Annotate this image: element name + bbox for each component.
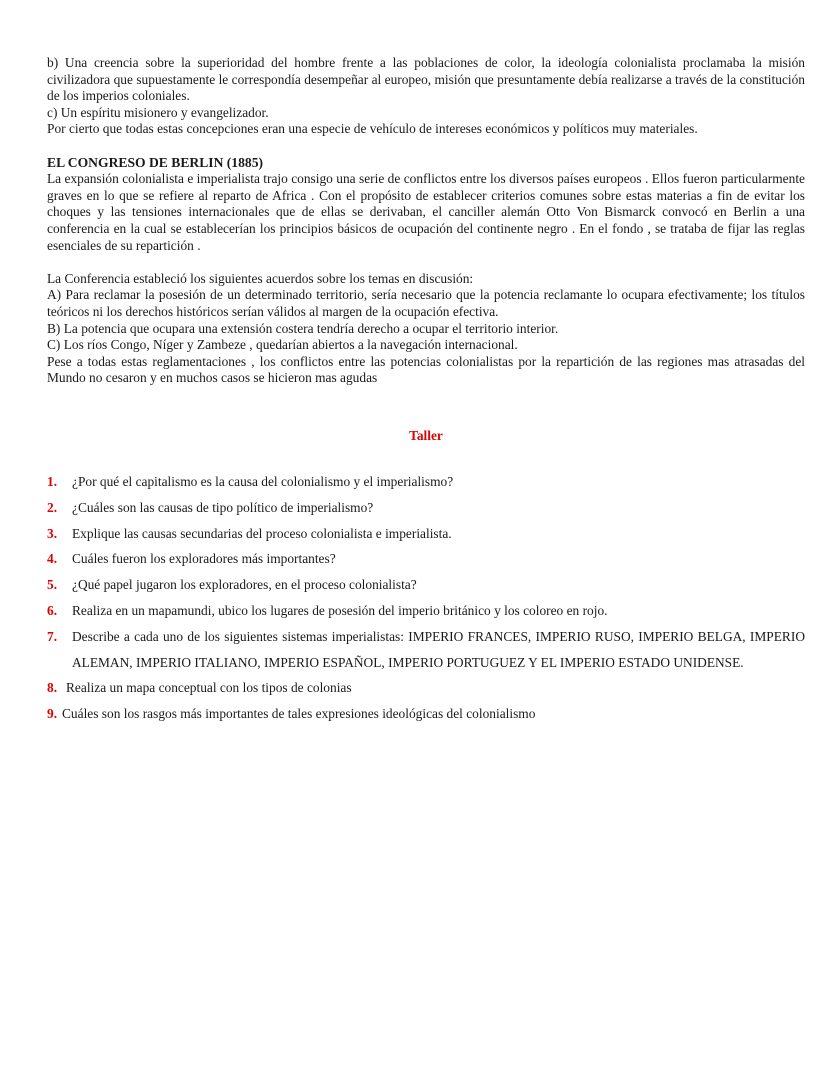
acuerdo-a: A) Para reclamar la posesión de un determinado territorio, sería necesario que la potencia reclamante lo ocupara efectivamente; los títulos teóricos ni los derechos históricos serían válidos al margen de la ocupación efectiva. [47, 287, 805, 319]
question-text: ¿Qué papel jugaron los exploradores, en el proceso colonialista? [72, 577, 417, 593]
acuerdos-intro: La Conferencia estableció los siguientes acuerdos sobre los temas en discusión: [47, 270, 474, 286]
question-text: Realiza un mapa conceptual con los tipos de colonias [66, 680, 352, 696]
taller-question-list [47, 469, 805, 727]
question-number: 8. [47, 680, 58, 696]
question-number: 2. [47, 499, 58, 515]
list-item [47, 546, 805, 572]
question-text: Explique las causas secundarias del proceso colonialista e imperialista. [72, 525, 452, 541]
intro-b-paragraph: b) Una creencia sobre la superioridad del hombre frente a las poblaciones de color, la ideología colonialista proclamaba la misión civilizadora que supuestamente le correspondía desempeñar al europeo, misión que presuntamente debía realizarse a través de la constitución de los imperios coloniales. [47, 55, 805, 104]
section-heading-congreso: EL CONGRESO DE BERLIN (1885) [47, 154, 264, 170]
list-item [47, 469, 805, 495]
congreso-conclusion: Pese a todas estas reglamentaciones , los conflictos entre las potencias colonialistas por la repartición de las regiones mas atrasadas del Mundo no cesaron y en muchos casos se hicieron mas agudas [47, 353, 805, 386]
list-item [47, 495, 805, 521]
list-item [47, 701, 805, 727]
question-text: ¿Cuáles son las causas de tipo político de imperialismo? [72, 499, 374, 515]
list-item [47, 572, 805, 598]
intro-closing: Por cierto que todas estas concepciones eran una especie de vehículo de intereses económicos y políticos muy materiales. [47, 121, 698, 137]
question-number: 4. [47, 551, 58, 567]
list-item [47, 521, 805, 547]
question-number: 6. [47, 602, 58, 618]
list-item [47, 675, 805, 701]
question-text: Cuáles fueron los exploradores más importantes? [72, 551, 336, 567]
question-text: Realiza en un mapamundi, ubico los lugares de posesión del imperio británico y los coloreo en rojo. [72, 602, 608, 618]
question-number: 1. [47, 474, 58, 489]
list-item [47, 598, 805, 624]
question-text: ¿Por qué el capitalismo es la causa del colonialismo y el imperialismo? [72, 474, 454, 489]
question-number: 5. [47, 577, 58, 593]
intro-c-line: c) Un espíritu misionero y evangelizador. [47, 104, 269, 120]
question-text: Cuáles son los rasgos más importantes de tales expresiones ideológicas del colonialismo [62, 706, 536, 722]
question-text: Describe a cada uno de los siguientes sistemas imperialistas: IMPERIO FRANCES, IMPERIO RUSO, IMPERIO BELGA, IMPERIO ALEMAN, IMPERIO ITALIANO, IMPERIO ESPAÑOL, IMPERIO PORTUGUEZ Y EL IMPERIO ESTADO UNIDENSE. [72, 628, 805, 670]
document-page [47, 55, 805, 722]
question-number: 3. [47, 525, 58, 541]
question-number: 9. [47, 706, 58, 722]
question-number: 7. [47, 628, 58, 644]
acuerdo-b: B) La potencia que ocupara una extensión costera tendría derecho a ocupar el territorio interior. [47, 320, 559, 336]
acuerdo-c: C) Los ríos Congo, Níger y Zambeze , quedarían abiertos a la navegación internacional. [47, 337, 518, 353]
taller-title: Taller [409, 428, 443, 443]
congreso-paragraph: La expansión colonialista e imperialista trajo consigo una serie de conflictos entre los diversos países europeos . Ellos fueron particularmente graves en lo que se refiere al reparto de Africa . Con el propósito de establecer criterios comunes sobre estas materias a fin de evitar los choques y las tensiones internacionales que de ellas se derivaban, el canciller alemán Otto Von Bismarck convocó en Berlin a una conferencia en la cual se establecerían los principios básicos de ocupación del continente negro . En el fondo , se trataba de fijar las reglas esenciales de su repartición . [47, 171, 805, 253]
list-item [47, 624, 805, 676]
